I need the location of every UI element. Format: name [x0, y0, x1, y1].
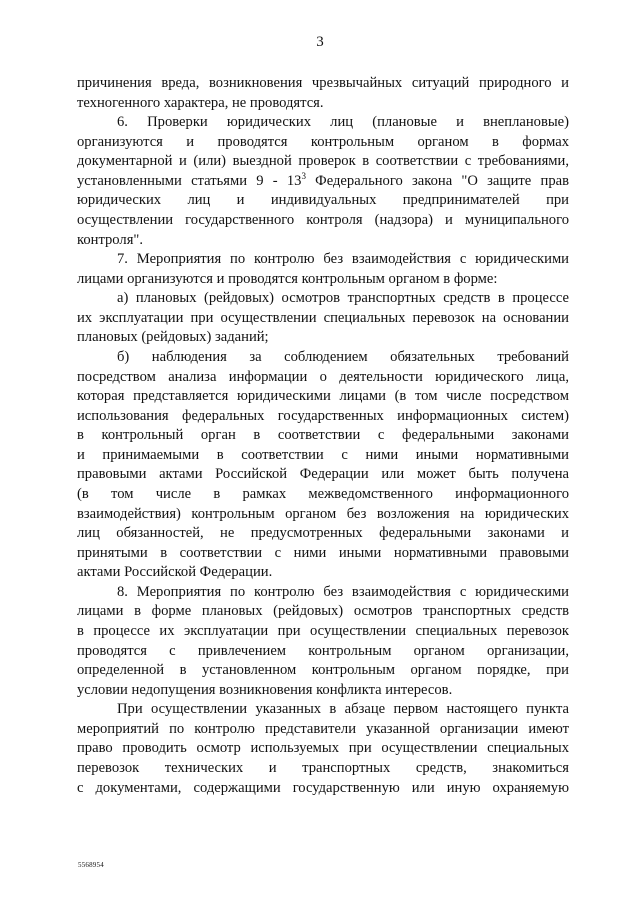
- text-line: проводятся с привлечением контрольным органом организации,: [77, 642, 569, 659]
- text-line: контроля".: [77, 231, 144, 248]
- text-line: условии недопущения возникновения конфликта интересов.: [77, 681, 453, 698]
- text-line: техногенного характера, не проводятся.: [77, 94, 324, 111]
- text-line: юридических лиц и индивидуальных предпринимателей при: [77, 192, 569, 209]
- text-line: актами Российской Федерации.: [77, 564, 273, 581]
- text-line: установленными статьями $9 - 13^3$ Федерального закона "О защите прав: [77, 170, 569, 189]
- text-line: осуществлении государственного контроля (надзора) и муниципального: [77, 212, 569, 228]
- text-line: мероприятий по контролю представители указанной организации имеют: [77, 720, 569, 737]
- text-line: в процессе их эксплуатации при осуществлении специальных перевозок: [77, 623, 569, 639]
- page-number: 3: [316, 34, 324, 50]
- text-line: с документами, содержащими государственную или иную охраняемую: [77, 779, 569, 796]
- text-line: 8. Мероприятия по контролю без взаимодействия с юридическими: [117, 583, 569, 600]
- text-line: При осуществлении указанных в абзаце первом настоящего пункта: [117, 701, 569, 718]
- text-line: правовыми актами Российской Федерации или может быть получена: [77, 466, 569, 483]
- text-line: использования федеральных государственных информационных систем): [77, 407, 569, 424]
- text-line: документарной и (или) выездной проверок в соответствии с требованиями,: [77, 153, 569, 170]
- text-line: и принимаемыми в соответствии с ними иными нормативными: [77, 446, 569, 463]
- text-line: лиц обязанностей, не предусмотренных федеральными законами и: [77, 525, 569, 542]
- text-line: (в том числе в рамках межведомственного информационного: [77, 486, 569, 502]
- text-line: организуются и проводятся контрольным органом в формах: [77, 133, 569, 150]
- text-line: а) плановых (рейдовых) осмотров транспортных средств в процессе: [117, 290, 569, 307]
- text-line: перевозок технических и транспортных средств, знакомиться: [77, 760, 569, 776]
- text-line: принятыми в соответствии с ними иными нормативными правовыми: [77, 544, 569, 561]
- text-line: определенной в установленном контрольным органом порядке, при: [77, 662, 569, 679]
- text-line: б) наблюдения за соблюдением обязательных требований: [117, 349, 569, 365]
- text-line: которая представляется юридическими лицами (в том числе посредством: [77, 388, 569, 405]
- text-line: право проводить осмотр используемых при осуществлении специальных: [77, 740, 569, 757]
- text-line: причинения вреда, возникновения чрезвычайных ситуаций природного и: [77, 75, 569, 91]
- text-line: взаимодействия) контрольным органом без возложения на юридических: [77, 505, 569, 522]
- text-line: посредством анализа информации о деятельности юридического лица,: [77, 368, 569, 385]
- text-line: их эксплуатации при осуществлении специальных перевозок на основании: [77, 309, 569, 326]
- text-line: плановых (рейдовых) заданий;: [77, 329, 269, 346]
- text-line: лицами организуются и проводятся контрольным органом в форме:: [77, 270, 498, 287]
- document-code: 5568954: [78, 861, 104, 869]
- text-line: лицами в форме плановых (рейдовых) осмотров транспортных средств: [77, 603, 569, 620]
- text-line: в контрольный орган в соответствии с федеральными законами: [77, 427, 569, 444]
- text-line: 6. Проверки юридических лиц (плановые и внеплановые): [117, 114, 569, 131]
- text-line: 7. Мероприятия по контролю без взаимодействия с юридическими: [117, 251, 569, 268]
